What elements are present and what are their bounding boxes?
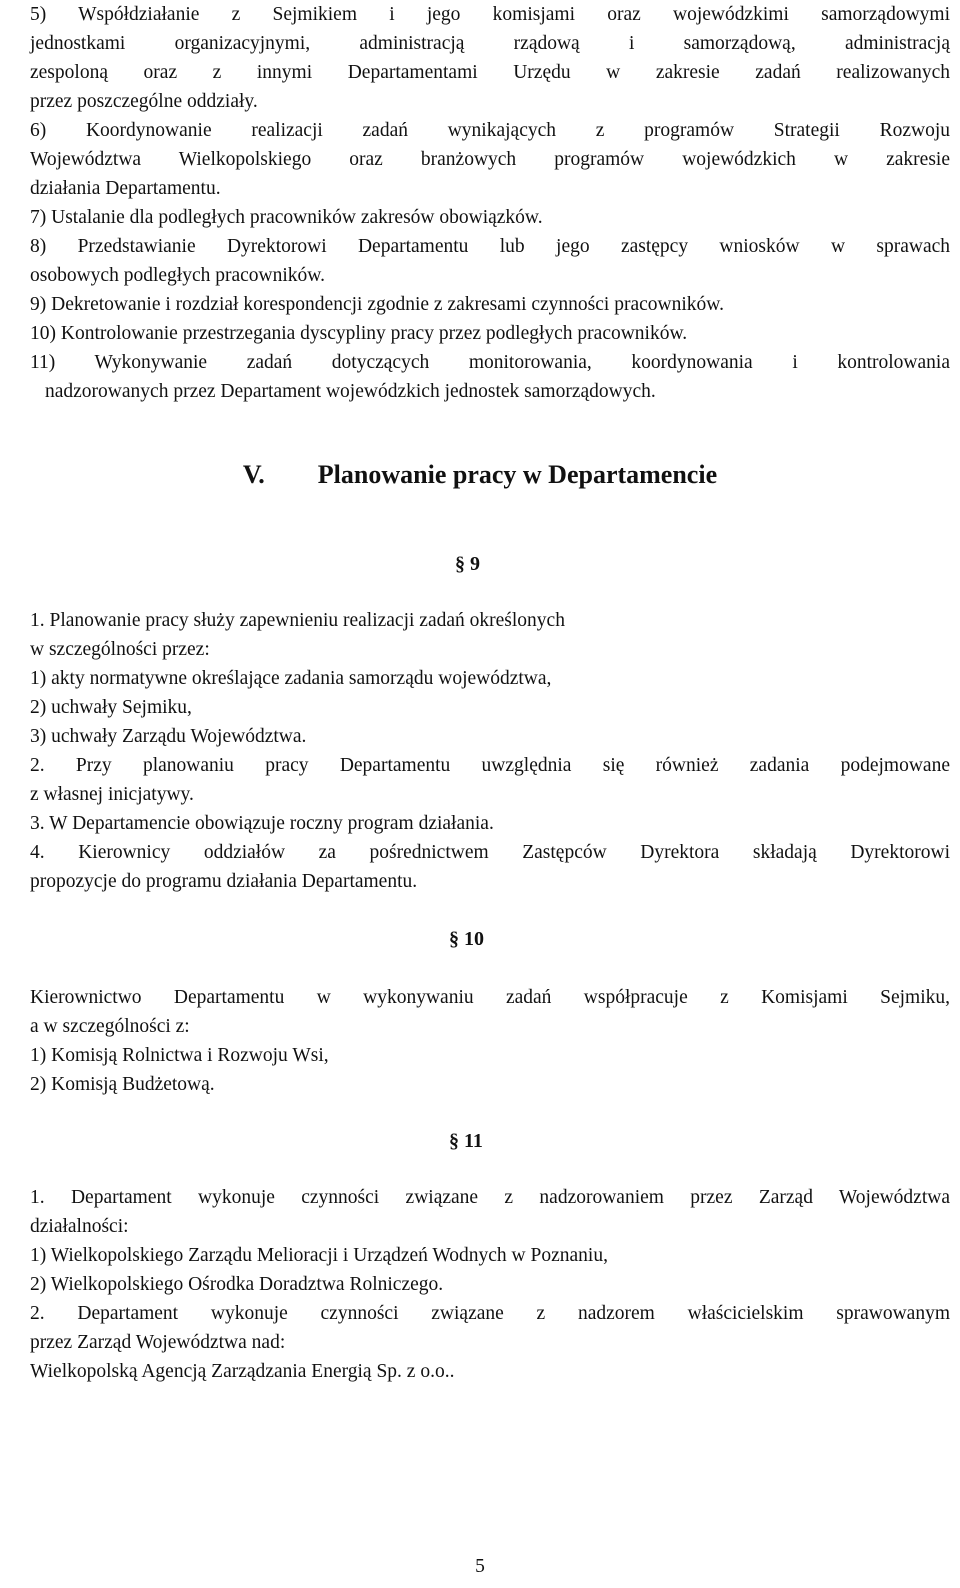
item-5-line-2: jednostkami organizacyjnymi, administracją rządową i samorządową, administracją [30,33,950,54]
item-7: 7) Ustalanie dla podległych pracowników zakresów obowiązków. [30,207,543,228]
s9-line-7: z własnej inicjatywy. [30,784,194,805]
s9-line-3: 1) akty normatywne określające zadania samorządu województwa, [30,668,552,689]
chapter-title: Planowanie pracy w Departamencie [317,460,718,489]
s9-line-6: 2. Przy planowaniu pracy Departamentu uwzględnia się również zadania podejmowane [30,755,950,776]
section-10-mark: § 10 [449,928,484,950]
item-8-line-1: 8) Przedstawianie Dyrektorowi Departamentu lub jego zastępcy wniosków w sprawach [30,236,950,257]
s11-line-2: działalności: [30,1216,129,1237]
item-9: 9) Dekretowanie i rozdział korespondencji zgodnie z zakresami czynności pracowników. [30,294,724,315]
item-11-line-2: nadzorowanych przez Departament wojewódzkich jednostek samorządowych. [45,381,656,402]
page-number: 5 [475,1556,485,1577]
section-9-mark: § 9 [455,553,480,575]
s11-line-3: 1) Wielkopolskiego Zarządu Melioracji i Urządzeń Wodnych w Poznaniu, [30,1245,608,1266]
chapter-heading [0,458,960,492]
s11-line-1: 1. Departament wykonuje czynności związane z nadzorowaniem przez Zarząd Województwa [30,1187,950,1208]
chapter-number: V. [242,460,265,489]
s9-line-1: 1. Planowanie pracy służy zapewnieniu realizacji zadań określonych [30,610,565,631]
s11-line-5: 2. Departament wykonuje czynności związane z nadzorem właścicielskim sprawowanym [30,1303,950,1324]
s10-line-1: Kierownictwo Departamentu w wykonywaniu zadań współpracuje z Komisjami Sejmiku, [30,987,950,1008]
s11-line-4: 2) Wielkopolskiego Ośrodka Doradztwa Rolniczego. [30,1274,444,1295]
item-5-line-1: 5) Współdziałanie z Sejmikiem i jego komisjami oraz wojewódzkimi samorządowymi [30,4,950,25]
s9-line-9: 4. Kierownicy oddziałów za pośrednictwem Zastępców Dyrektora składają Dyrektorowi [30,842,950,863]
s9-line-2: w szczególności przez: [30,639,210,660]
s11-line-7: Wielkopolską Agencją Zarządzania Energią Sp. z o.o.. [30,1361,455,1382]
section-11-mark: § 11 [449,1130,483,1152]
s9-line-4: 2) uchwały Sejmiku, [30,697,192,718]
s10-line-3: 1) Komisją Rolnictwa i Rozwoju Wsi, [30,1045,329,1066]
item-5-line-4: przez poszczególne oddziały. [30,91,258,112]
s9-line-8: 3. W Departamencie obowiązuje roczny program działania. [30,813,494,834]
s10-line-4: 2) Komisją Budżetową. [30,1074,215,1095]
item-6-line-1: 6) Koordynowanie realizacji zadań wynikających z programów Strategii Rozwoju [30,120,950,141]
item-10: 10) Kontrolowanie przestrzegania dyscypliny pracy przez podległych pracowników. [30,323,688,344]
s11-line-6: przez Zarząd Województwa nad: [30,1332,286,1353]
s9-line-5: 3) uchwały Zarządu Województwa. [30,726,307,747]
s9-line-10: propozycje do programu działania Departamentu. [30,871,418,892]
item-5-line-3: zespoloną oraz z innymi Departamentami Urzędu w zakresie zadań realizowanych [30,62,950,83]
item-6-line-3: działania Departamentu. [30,178,221,199]
item-8-line-2: osobowych podległych pracowników. [30,265,325,286]
s10-line-2: a w szczególności z: [30,1016,190,1037]
item-6-line-2: Województwa Wielkopolskiego oraz branżowych programów wojewódzkich w zakresie [30,149,950,170]
item-11-line-1: 11) Wykonywanie zadań dotyczących monitorowania, koordynowania i kontrolowania [30,352,950,373]
